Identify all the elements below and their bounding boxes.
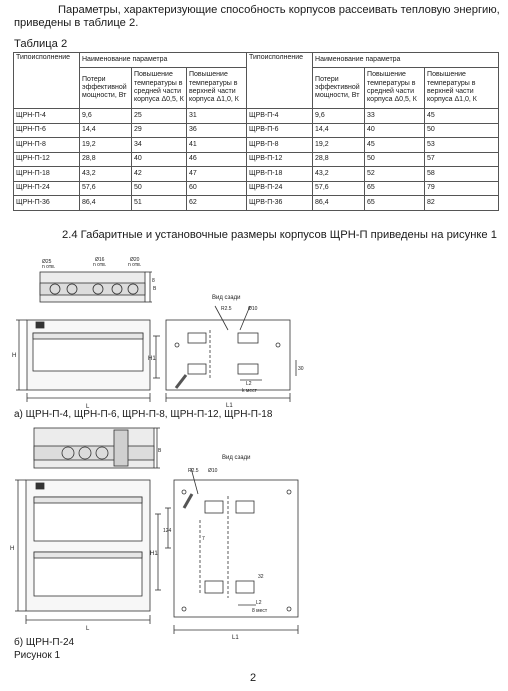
table-cell-name: ЩРВ-П-8 <box>247 138 313 153</box>
table-cell-mid: 50 <box>132 181 187 196</box>
label-h-b: H <box>10 546 15 552</box>
table-cell-mid: 33 <box>365 109 425 124</box>
table-cell-top: 50 <box>425 123 499 138</box>
table-cell-name: ЩРН-П-12 <box>14 152 80 167</box>
back-view-b <box>155 468 298 634</box>
label-h1-b: H1 <box>150 551 158 557</box>
label-d20: Ø20 <box>130 257 140 263</box>
label-l1-a: L1 <box>226 403 233 409</box>
table-caption: Таблица 2 <box>14 38 68 50</box>
table-cell-name: ЩРН-П-8 <box>14 138 80 153</box>
table-cell-mid: 65 <box>365 181 425 196</box>
label-30: 30 <box>298 366 304 372</box>
table-cell-power: 28,8 <box>80 152 132 167</box>
label-k-mest: k мест <box>242 388 257 394</box>
table-cell-power: 28,8 <box>313 152 365 167</box>
label-8-mest: 8 мест <box>252 608 268 614</box>
back-view-a <box>153 306 296 402</box>
label-view-back-a: Вид сзади <box>212 295 241 301</box>
intro-line-1: Параметры, характеризующие способность корпусов рассеивать тепловую энергию, <box>58 4 500 16</box>
side-view-a <box>40 272 152 302</box>
label-d16: Ø16 <box>95 257 105 263</box>
caption-a: а) ЩРН-П-4, ЩРН-П-6, ЩРН-П-8, ЩРН-П-12, ЩРН-П-18 <box>14 409 273 420</box>
table-cell-power: 9,6 <box>313 109 365 124</box>
label-view-back-b: Вид сзади <box>222 455 251 461</box>
intro-line-2: приведены в таблице 2. <box>14 17 139 29</box>
label-l-b: L <box>86 626 90 632</box>
table-cell-power: 86,4 <box>313 196 365 211</box>
label-7: 7 <box>202 536 205 542</box>
table-cell-mid: 51 <box>132 196 187 211</box>
header-param-name-right: Наименование параметра <box>313 53 499 68</box>
table-cell-top: 47 <box>187 167 247 182</box>
table-cell-top: 31 <box>187 109 247 124</box>
section-heading: 2.4 Габаритные и установочные размеры корпусов ЩРН-П приведены на рисунке 1 <box>62 229 497 241</box>
label-32: 32 <box>258 574 264 580</box>
table-cell-name: ЩРН-П-36 <box>14 196 80 211</box>
header-param-name-left: Наименование параметра <box>80 53 247 68</box>
label-b-b: B <box>158 448 162 454</box>
table-cell-top: 79 <box>425 181 499 196</box>
label-h-a: H <box>12 353 17 359</box>
table-cell-mid: 40 <box>365 123 425 138</box>
label-n-holes-2: n отв. <box>93 262 107 268</box>
label-l-a: L <box>86 404 90 410</box>
label-b-a: B <box>153 286 157 292</box>
table-cell-mid: 45 <box>365 138 425 153</box>
page-number: 2 <box>250 672 257 684</box>
label-n-holes-1: n отв. <box>42 264 56 270</box>
header-temp-mid-right: Повышение температуры в средней части корпуса Δ0,5, К <box>365 68 425 109</box>
table-cell-top: 46 <box>187 152 247 167</box>
table-cell-name: ЩРВ-П-36 <box>247 196 313 211</box>
header-temp-top-right: Повышение температуры в верхней части корпуса Δ1,0, К <box>425 68 499 109</box>
table-cell-name: ЩРН-П-18 <box>14 167 80 182</box>
header-variant-right: Типоисполнение <box>247 53 313 109</box>
label-d25: Ø25 <box>42 259 52 265</box>
table-cell-top: 41 <box>187 138 247 153</box>
header-power-left: Потери эффективной мощности, Вт <box>80 68 132 109</box>
label-d10-b: Ø10 <box>208 468 218 474</box>
label-r25-a: R2.5 <box>221 306 232 312</box>
table-cell-mid: 25 <box>132 109 187 124</box>
front-view-b <box>15 480 150 624</box>
header-power-right: Потери эффективной мощности, Вт <box>313 68 365 109</box>
table-cell-top: 53 <box>425 138 499 153</box>
header-variant-left: Типоисполнение <box>14 53 80 109</box>
table-cell-power: 19,2 <box>80 138 132 153</box>
table-cell-top: 60 <box>187 181 247 196</box>
table-cell-name: ЩРН-П-4 <box>14 109 80 124</box>
header-temp-mid-left: Повышение температуры в средней части корпуса Δ0,5, К <box>132 68 187 109</box>
figure-caption: Рисунок 1 <box>14 650 61 661</box>
table-cell-top: 36 <box>187 123 247 138</box>
table-cell-power: 19,2 <box>313 138 365 153</box>
table-cell-name: ЩРВ-П-12 <box>247 152 313 167</box>
table-cell-power: 43,2 <box>313 167 365 182</box>
header-temp-top-left: Повышение температуры в верхней части корпуса Δ1,0, К <box>187 68 247 109</box>
table-cell-top: 58 <box>425 167 499 182</box>
table-cell-top: 62 <box>187 196 247 211</box>
table-cell-name: ЩРВ-П-24 <box>247 181 313 196</box>
table-cell-name: ЩРН-П-6 <box>14 123 80 138</box>
label-8-a: 8 <box>152 278 155 284</box>
table-cell-mid: 29 <box>132 123 187 138</box>
label-d10-a: Ø10 <box>248 306 258 312</box>
label-h1-a: H1 <box>148 356 156 362</box>
label-l2-a: L2 <box>246 381 252 387</box>
table-cell-top: 57 <box>425 152 499 167</box>
table-cell-name: ЩРВ-П-4 <box>247 109 313 124</box>
table-cell-mid: 40 <box>132 152 187 167</box>
table-cell-power: 86,4 <box>80 196 132 211</box>
table-cell-mid: 50 <box>365 152 425 167</box>
table-cell-power: 14,4 <box>313 123 365 138</box>
table-cell-power: 9,6 <box>80 109 132 124</box>
table-cell-power: 14,4 <box>80 123 132 138</box>
table-cell-mid: 42 <box>132 167 187 182</box>
table-cell-top: 45 <box>425 109 499 124</box>
table-cell-mid: 34 <box>132 138 187 153</box>
label-l1-b: L1 <box>232 635 239 641</box>
side-view-b <box>34 428 160 468</box>
label-124: 124 <box>163 528 172 534</box>
label-n-holes-3: n отв. <box>128 262 142 268</box>
caption-b: б) ЩРН-П-24 <box>14 637 75 648</box>
table-cell-power: 43,2 <box>80 167 132 182</box>
table-cell-name: ЩРВ-П-18 <box>247 167 313 182</box>
label-r25-b: R2.5 <box>188 468 199 474</box>
table-cell-power: 57,6 <box>313 181 365 196</box>
table-cell-power: 57,6 <box>80 181 132 196</box>
table-cell-top: 82 <box>425 196 499 211</box>
table-cell-mid: 65 <box>365 196 425 211</box>
table-cell-name: ЩРН-П-24 <box>14 181 80 196</box>
table-cell-mid: 52 <box>365 167 425 182</box>
label-l2-b: L2 <box>256 600 262 606</box>
front-view-a <box>16 320 150 402</box>
table-cell-name: ЩРВ-П-6 <box>247 123 313 138</box>
